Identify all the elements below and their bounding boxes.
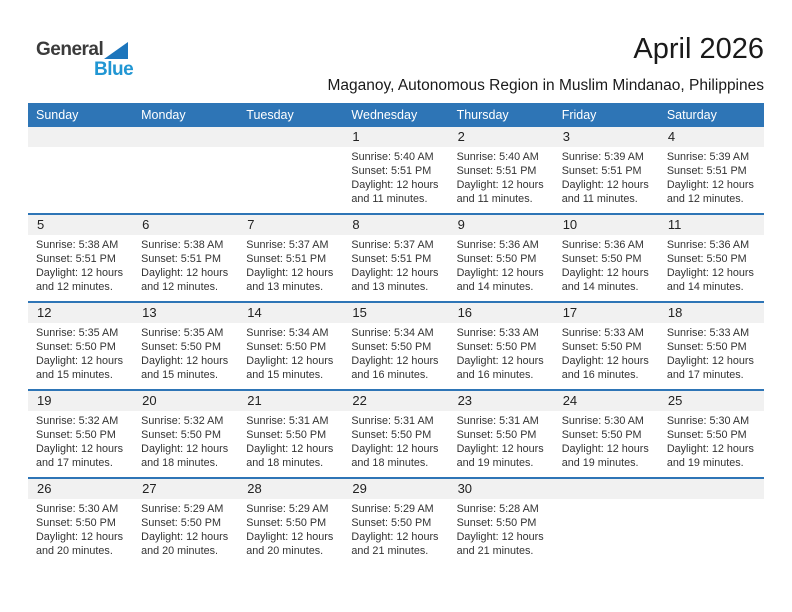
weekday-header-tuesday: Tuesday (246, 108, 294, 122)
day-cell (133, 499, 238, 567)
day-cell (659, 147, 764, 213)
daylight-text: Daylight: 12 hours and 20 minutes. (36, 531, 124, 557)
empty-day-number (238, 127, 343, 147)
weekday-header-row (28, 103, 764, 127)
day-number: 18 (667, 305, 683, 320)
daylight-text: Daylight: 12 hours and 11 minutes. (456, 179, 544, 205)
sunrise-text: Sunrise: 5:29 AM (246, 503, 329, 515)
day-cell (554, 323, 659, 389)
daylight-text: Daylight: 12 hours and 15 minutes. (36, 355, 124, 381)
sunset-text: Sunset: 5:50 PM (666, 341, 747, 353)
sunset-text: Sunset: 5:50 PM (456, 341, 537, 353)
sunset-text: Sunset: 5:50 PM (456, 429, 537, 441)
daylight-text: Daylight: 12 hours and 14 minutes. (561, 267, 649, 293)
sunset-text: Sunset: 5:50 PM (246, 429, 327, 441)
sunrise-text: Sunrise: 5:37 AM (246, 239, 329, 251)
daylight-text: Daylight: 12 hours and 15 minutes. (246, 355, 334, 381)
sunrise-text: Sunrise: 5:37 AM (351, 239, 434, 251)
sunset-text: Sunset: 5:50 PM (561, 341, 642, 353)
logo-text-blue: Blue (94, 59, 134, 80)
day-cell (659, 411, 764, 477)
sunrise-text: Sunrise: 5:40 AM (456, 151, 539, 163)
page-title: April 2026 (633, 33, 764, 65)
day-cell (133, 323, 238, 389)
sunset-text: Sunset: 5:50 PM (666, 429, 747, 441)
day-details-row (28, 235, 764, 301)
sunrise-text: Sunrise: 5:38 AM (141, 239, 224, 251)
day-number: 8 (352, 217, 360, 232)
day-cell (554, 235, 659, 301)
day-number: 21 (247, 393, 262, 408)
day-cell (554, 147, 659, 213)
sunset-text: Sunset: 5:50 PM (141, 517, 221, 529)
week-row (28, 127, 764, 213)
day-number: 17 (562, 305, 578, 320)
daylight-text: Daylight: 12 hours and 16 minutes. (456, 355, 544, 381)
weekday-header-wednesday: Wednesday (351, 108, 418, 122)
day-number: 13 (142, 305, 157, 320)
sunrise-text: Sunrise: 5:30 AM (561, 415, 644, 427)
sunset-text: Sunset: 5:50 PM (351, 517, 432, 529)
weekday-header-saturday: Saturday (666, 108, 717, 122)
sunrise-text: Sunrise: 5:33 AM (666, 327, 750, 339)
daylight-text: Daylight: 12 hours and 19 minutes. (561, 443, 649, 469)
day-number-band (28, 303, 764, 323)
sunset-text: Sunset: 5:50 PM (351, 341, 432, 353)
sunset-text: Sunset: 5:50 PM (246, 341, 327, 353)
location-subtitle: Maganoy, Autonomous Region in Muslim Mindanao, Philippines (327, 77, 764, 94)
sunset-text: Sunset: 5:50 PM (141, 341, 221, 353)
sunrise-text: Sunrise: 5:32 AM (141, 415, 224, 427)
day-cell (238, 499, 343, 567)
sunrise-text: Sunrise: 5:31 AM (246, 415, 329, 427)
daylight-text: Daylight: 12 hours and 18 minutes. (141, 443, 229, 469)
weekday-header-monday: Monday (141, 108, 186, 122)
day-number: 10 (562, 217, 578, 232)
weekday-header-sunday: Sunday (36, 108, 79, 122)
sunrise-text: Sunrise: 5:32 AM (36, 415, 119, 427)
day-cell (343, 323, 448, 389)
daylight-text: Daylight: 12 hours and 12 minutes. (141, 267, 229, 293)
day-number: 7 (247, 217, 255, 232)
sunset-text: Sunset: 5:51 PM (351, 165, 432, 177)
sunrise-text: Sunrise: 5:35 AM (141, 327, 224, 339)
day-cell (343, 411, 448, 477)
sunrise-text: Sunrise: 5:34 AM (351, 327, 434, 339)
sunrise-text: Sunrise: 5:35 AM (36, 327, 119, 339)
day-number: 16 (457, 305, 473, 320)
daylight-text: Daylight: 12 hours and 21 minutes. (351, 531, 439, 557)
daylight-text: Daylight: 12 hours and 20 minutes. (141, 531, 229, 557)
day-cell (449, 499, 554, 567)
day-number: 6 (142, 217, 150, 232)
day-cell (343, 147, 448, 213)
general-blue-logo (36, 40, 133, 79)
daylight-text: Daylight: 12 hours and 16 minutes. (351, 355, 439, 381)
day-details-row (28, 411, 764, 477)
day-number: 5 (37, 217, 45, 232)
week-row (28, 477, 764, 567)
daylight-text: Daylight: 12 hours and 21 minutes. (456, 531, 544, 557)
sunrise-text: Sunrise: 5:36 AM (561, 239, 644, 251)
sunset-text: Sunset: 5:50 PM (561, 429, 642, 441)
empty-day-cell (133, 147, 238, 213)
sunrise-text: Sunrise: 5:29 AM (141, 503, 224, 515)
daylight-text: Daylight: 12 hours and 11 minutes. (351, 179, 439, 205)
day-number: 30 (457, 481, 473, 496)
daylight-text: Daylight: 12 hours and 17 minutes. (666, 355, 754, 381)
day-cell (449, 235, 554, 301)
sunrise-text: Sunrise: 5:34 AM (246, 327, 329, 339)
sunrise-text: Sunrise: 5:29 AM (351, 503, 434, 515)
day-number: 26 (37, 481, 52, 496)
calendar-table (28, 103, 764, 567)
day-number-band (28, 479, 764, 499)
empty-day-number (659, 479, 764, 499)
day-number-band (28, 215, 764, 235)
sunset-text: Sunset: 5:51 PM (246, 253, 327, 265)
day-cell (343, 499, 448, 567)
sunrise-text: Sunrise: 5:36 AM (456, 239, 539, 251)
sunset-text: Sunset: 5:50 PM (456, 517, 537, 529)
day-details-row (28, 323, 764, 389)
daylight-text: Daylight: 12 hours and 12 minutes. (36, 267, 124, 293)
sunset-text: Sunset: 5:51 PM (666, 165, 747, 177)
daylight-text: Daylight: 12 hours and 18 minutes. (351, 443, 439, 469)
empty-day-number (28, 127, 133, 147)
day-number: 14 (247, 305, 262, 320)
logo-triangle-icon (104, 42, 128, 59)
daylight-text: Daylight: 12 hours and 13 minutes. (351, 267, 439, 293)
week-row (28, 301, 764, 389)
daylight-text: Daylight: 12 hours and 14 minutes. (666, 267, 754, 293)
day-number: 9 (457, 217, 465, 232)
daylight-text: Daylight: 12 hours and 11 minutes. (561, 179, 649, 205)
daylight-text: Daylight: 12 hours and 18 minutes. (246, 443, 334, 469)
weekday-header-thursday: Thursday (456, 108, 509, 122)
day-details-row (28, 499, 764, 567)
week-row (28, 213, 764, 301)
day-cell (659, 235, 764, 301)
day-number: 2 (457, 129, 465, 144)
sunset-text: Sunset: 5:50 PM (36, 429, 116, 441)
daylight-text: Daylight: 12 hours and 17 minutes. (36, 443, 124, 469)
day-cell (238, 323, 343, 389)
sunrise-text: Sunrise: 5:30 AM (666, 415, 750, 427)
daylight-text: Daylight: 12 hours and 13 minutes. (246, 267, 334, 293)
sunrise-text: Sunrise: 5:33 AM (456, 327, 539, 339)
sunrise-text: Sunrise: 5:28 AM (456, 503, 539, 515)
week-row (28, 389, 764, 477)
day-number-band (28, 127, 764, 147)
day-number: 22 (352, 393, 367, 408)
empty-day-number (554, 479, 659, 499)
day-number: 1 (352, 129, 360, 144)
sunset-text: Sunset: 5:50 PM (246, 517, 327, 529)
sunset-text: Sunset: 5:50 PM (36, 517, 116, 529)
day-number: 12 (37, 305, 52, 320)
sunrise-text: Sunrise: 5:38 AM (36, 239, 119, 251)
empty-day-cell (659, 499, 764, 567)
sunset-text: Sunset: 5:51 PM (456, 165, 537, 177)
day-number: 3 (562, 129, 570, 144)
day-number: 23 (457, 393, 473, 408)
day-cell (133, 411, 238, 477)
day-cell (133, 235, 238, 301)
sunset-text: Sunset: 5:50 PM (666, 253, 747, 265)
weekday-header-friday: Friday (561, 108, 597, 122)
day-number: 25 (667, 393, 683, 408)
daylight-text: Daylight: 12 hours and 14 minutes. (456, 267, 544, 293)
sunrise-text: Sunrise: 5:31 AM (351, 415, 434, 427)
empty-day-cell (28, 147, 133, 213)
day-cell (238, 235, 343, 301)
day-cell (28, 235, 133, 301)
sunrise-text: Sunrise: 5:39 AM (561, 151, 644, 163)
empty-day-cell (554, 499, 659, 567)
empty-day-number (133, 127, 238, 147)
daylight-text: Daylight: 12 hours and 15 minutes. (141, 355, 229, 381)
day-number: 29 (352, 481, 367, 496)
day-number: 28 (247, 481, 262, 496)
sunset-text: Sunset: 5:50 PM (351, 429, 432, 441)
day-cell (28, 499, 133, 567)
daylight-text: Daylight: 12 hours and 12 minutes. (666, 179, 754, 205)
day-cell (28, 411, 133, 477)
sunrise-text: Sunrise: 5:36 AM (666, 239, 750, 251)
sunset-text: Sunset: 5:51 PM (36, 253, 116, 265)
day-details-row (28, 147, 764, 213)
sunrise-text: Sunrise: 5:31 AM (456, 415, 539, 427)
day-cell (343, 235, 448, 301)
sunrise-text: Sunrise: 5:30 AM (36, 503, 119, 515)
day-number: 24 (562, 393, 578, 408)
calendar-grid (28, 127, 764, 567)
empty-day-cell (238, 147, 343, 213)
sunset-text: Sunset: 5:51 PM (141, 253, 221, 265)
day-number: 15 (352, 305, 367, 320)
day-cell (238, 411, 343, 477)
day-number: 27 (142, 481, 157, 496)
daylight-text: Daylight: 12 hours and 16 minutes. (561, 355, 649, 381)
day-cell (449, 147, 554, 213)
daylight-text: Daylight: 12 hours and 19 minutes. (666, 443, 754, 469)
day-cell (28, 323, 133, 389)
sunset-text: Sunset: 5:50 PM (456, 253, 537, 265)
day-number: 4 (667, 129, 676, 144)
sunset-text: Sunset: 5:51 PM (561, 165, 642, 177)
day-number: 19 (37, 393, 52, 408)
sunrise-text: Sunrise: 5:40 AM (351, 151, 434, 163)
day-cell (449, 323, 554, 389)
day-cell (554, 411, 659, 477)
sunset-text: Sunset: 5:50 PM (141, 429, 221, 441)
sunset-text: Sunset: 5:50 PM (36, 341, 116, 353)
day-number: 11 (667, 217, 682, 232)
sunset-text: Sunset: 5:51 PM (351, 253, 432, 265)
day-cell (659, 323, 764, 389)
sunrise-text: Sunrise: 5:39 AM (666, 151, 750, 163)
day-number-band (28, 391, 764, 411)
sunrise-text: Sunrise: 5:33 AM (561, 327, 644, 339)
day-number: 20 (142, 393, 157, 408)
daylight-text: Daylight: 12 hours and 20 minutes. (246, 531, 334, 557)
sunset-text: Sunset: 5:50 PM (561, 253, 642, 265)
daylight-text: Daylight: 12 hours and 19 minutes. (456, 443, 544, 469)
logo-text-general: General (36, 39, 104, 60)
day-cell (449, 411, 554, 477)
